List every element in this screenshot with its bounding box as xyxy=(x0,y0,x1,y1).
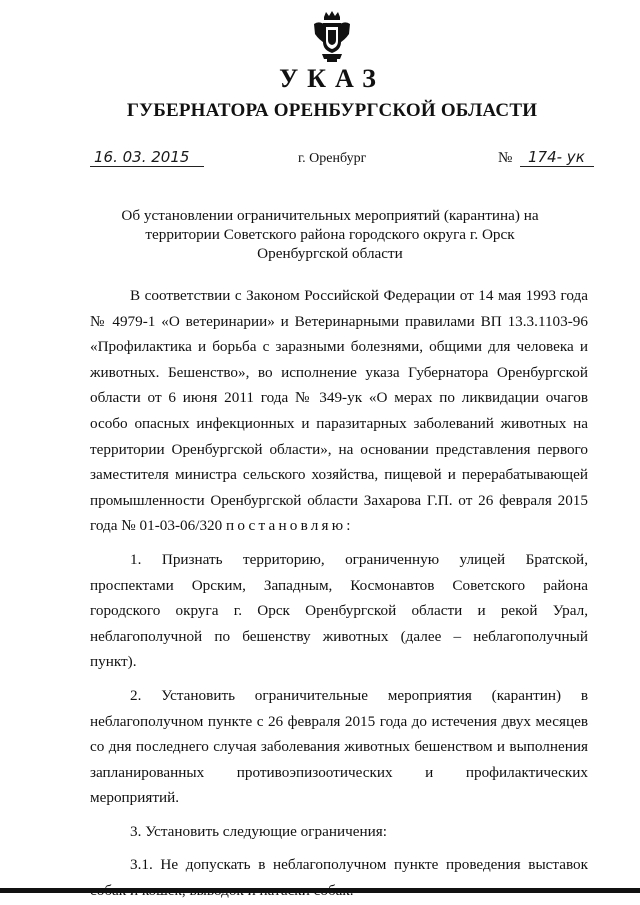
preamble-paragraph xyxy=(90,283,588,539)
document-city: г. Оренбург xyxy=(298,151,367,166)
document-subtitle: ГУБЕРНАТОРА ОРЕНБУРГСКОЙ ОБЛАСТИ xyxy=(126,100,538,121)
clause-3: 3. Установить следующие ограничения: xyxy=(130,822,387,840)
document-title: УКАЗ xyxy=(279,64,385,93)
preamble-text: В соответствии с Законом Российской Федерации от 14 мая 1993 года № 4979-1 «О ветеринарии» и Ветеринарными правилами ВП 13.3.1103-96 «Профилактика и борьба с заразными болезнями, общими для человека и животных. Бешенство», во исполнение указа Губернатора Оренбургской области от 6 июня 2011 года № 349-ук «О мерах по ликвидации очагов особо опасных инфекционных и паразитарных заболеваний животных на территории Оренбургской области», на основании представления первого заместителя министра сельского хозяйства, пищевой и перерабатывающей промышленности Оренбургской области Захарова Г.П. от 26 февраля 2015 года № 01-03-06/320 xyxy=(90,287,588,535)
document-body xyxy=(90,283,588,904)
document-heading: Об установлении ограничительных мероприятий (карантина) на территории Советского района городского округа г. Орск Оренбургской области xyxy=(121,207,539,262)
coat-of-arms-icon xyxy=(312,10,352,64)
decree-word: постановляю: xyxy=(226,517,354,535)
page-bottom-border xyxy=(0,888,640,893)
clause-2: 2. Установить ограничительные мероприятия (карантин) в неблагополучном пункте с 26 февраля 2015 года до истечения двух месяцев со дня последнего случая заболевания животных бешенством и выполнения запланированных противоэпизоотических и профилактических мероприятий. xyxy=(90,686,588,807)
clause-3-1: 3.1. Не допускать в неблагополучном пункте проведения выставок xyxy=(130,856,588,874)
document-date: 16. 03. 2015 xyxy=(90,148,204,167)
number-sign: № xyxy=(498,150,513,166)
clause-1: 1. Признать территорию, ограниченную улицей Братской, проспектами Орским, Западным, Космонавтов Советского района городского округа г. Орск Оренбургской области и рекой Урал, неблагополучной по бешенству животных (далее – неблагополучный пункт). xyxy=(90,550,588,671)
document-number: 174- ук xyxy=(520,148,594,167)
